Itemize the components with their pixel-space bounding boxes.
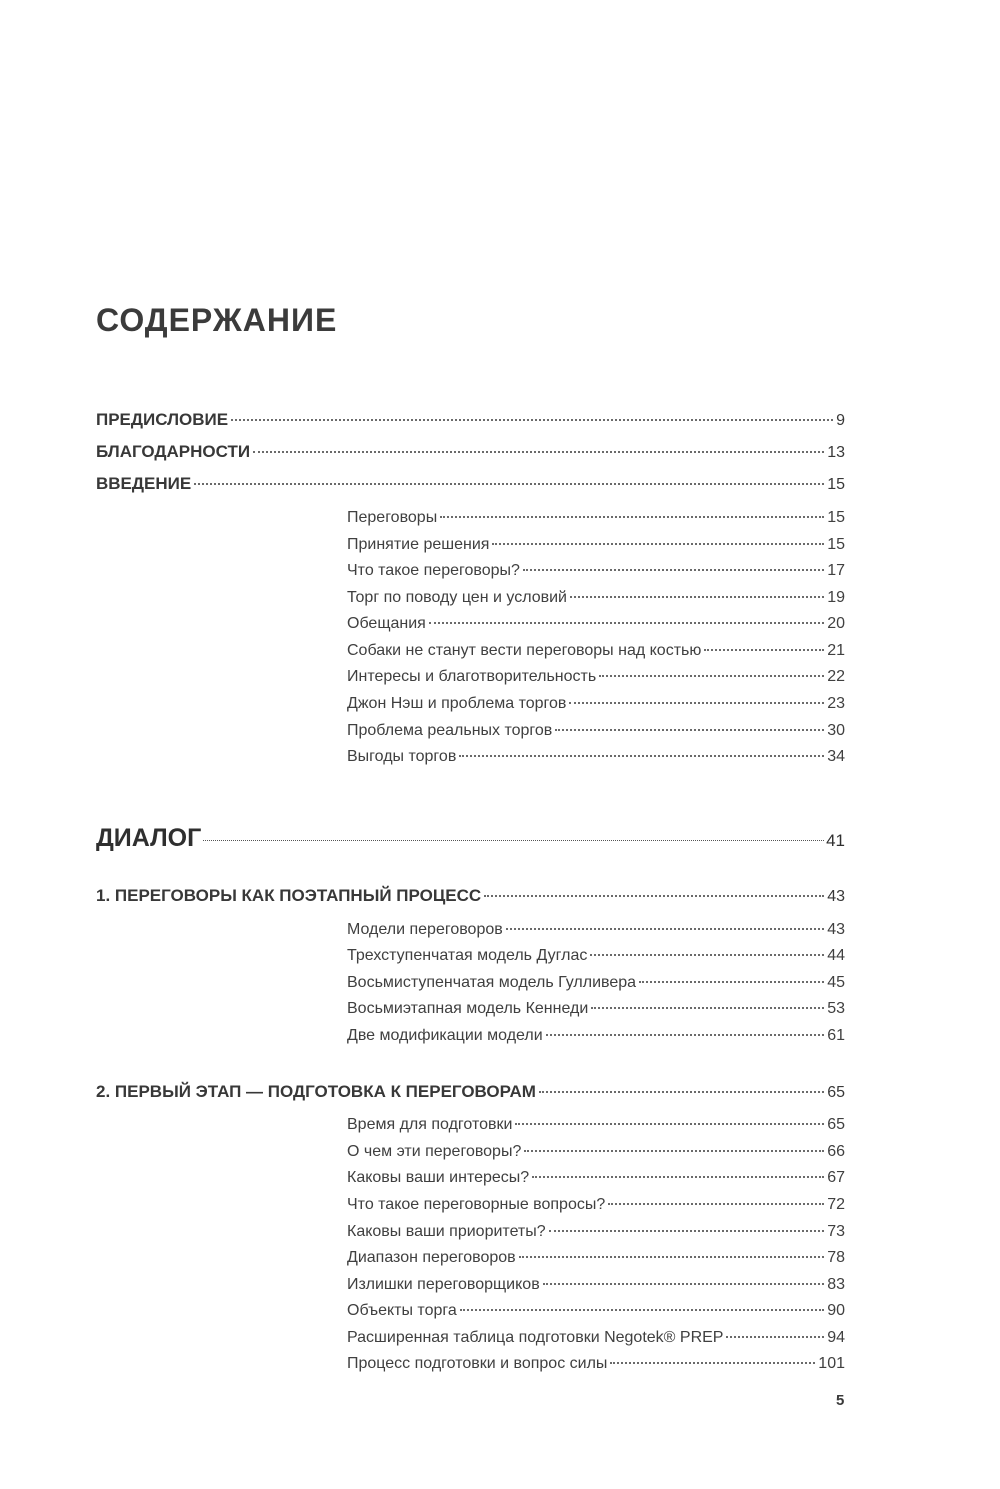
toc-subentry[interactable] [347, 612, 845, 636]
dot-leader [459, 755, 824, 757]
dot-leader [515, 1123, 824, 1125]
toc-subentry-page: 61 [827, 1027, 845, 1044]
toc-subentry[interactable] [347, 559, 845, 583]
toc-subentry[interactable] [347, 719, 845, 743]
toc-subentry-page: 17 [827, 562, 845, 579]
dot-leader [599, 675, 824, 677]
toc-subentry-label: Выгоды торгов [347, 748, 457, 765]
toc-entry-label: ВВЕДЕНИЕ [96, 474, 192, 493]
toc-subentry-label: Принятие решения [347, 536, 490, 553]
toc-subentry-page: 94 [827, 1329, 845, 1346]
toc-subentry[interactable] [347, 997, 845, 1021]
toc-subentry-page: 65 [827, 1116, 845, 1133]
toc-subentry-label: Интересы и благотворительность [347, 668, 597, 685]
toc-chapter-label: 2. ПЕРВЫЙ ЭТАП — ПОДГОТОВКА К ПЕРЕГОВОРАМ [96, 1082, 536, 1101]
toc-subentry-page: 15 [827, 509, 845, 526]
toc-subentry[interactable] [347, 918, 845, 942]
toc-subentry-label: Излишки переговорщиков [347, 1276, 540, 1293]
toc-subentry[interactable] [347, 586, 845, 610]
dot-leader [523, 569, 824, 571]
dot-leader [549, 1230, 825, 1232]
dot-leader [484, 895, 824, 897]
toc-subentry-page: 22 [827, 668, 845, 685]
dot-leader [492, 543, 824, 545]
toc-subentry-page: 21 [827, 642, 845, 659]
toc-subentry-label: Переговоры [347, 509, 438, 526]
dot-leader [440, 516, 824, 518]
toc-subentry-label: Что такое переговорные вопросы? [347, 1196, 606, 1213]
toc-subentry[interactable] [347, 665, 845, 689]
toc-subentry[interactable] [347, 944, 845, 968]
toc-entry-page: 15 [827, 476, 845, 493]
toc-subentry-label: Объекты торга [347, 1302, 457, 1319]
toc-entry-introduction[interactable] [96, 472, 845, 496]
toc-subentry[interactable] [347, 1220, 845, 1244]
dot-leader [460, 1309, 824, 1311]
toc-subentry-label: Процесс подготовки и вопрос силы [347, 1355, 608, 1372]
toc-subentry-page: 45 [827, 974, 845, 991]
toc-subentry-label: Расширенная таблица подготовки Negotek® PREP [347, 1329, 724, 1346]
dot-leader [610, 1362, 815, 1364]
toc-subentry[interactable] [347, 1246, 845, 1270]
toc-subentry-label: Торг по поводу цен и условий [347, 589, 567, 606]
toc-subentry[interactable] [347, 692, 845, 716]
dot-leader [231, 419, 833, 421]
toc-subentry-page: 78 [827, 1249, 845, 1266]
toc-chapter-page: 65 [827, 1084, 845, 1101]
toc-subentry[interactable] [347, 1193, 845, 1217]
dot-leader [524, 1150, 824, 1152]
dot-leader [726, 1336, 824, 1338]
toc-entry-page: 9 [836, 412, 845, 429]
toc-entry-preface[interactable] [96, 408, 845, 432]
dot-leader [543, 1283, 825, 1285]
dot-leader [569, 702, 824, 704]
dot-leader [570, 596, 824, 598]
toc-subentry[interactable] [347, 745, 845, 769]
toc-subentry[interactable] [347, 1352, 845, 1376]
toc-subentry-label: Джон Нэш и проблема торгов [347, 695, 567, 712]
toc-subentry[interactable] [347, 639, 845, 663]
page-number: 5 [836, 1392, 845, 1409]
toc-part-dialog[interactable] [96, 822, 845, 854]
dot-leader [539, 1091, 824, 1093]
toc-subentry-page: 53 [827, 1000, 845, 1017]
toc-part-page: 41 [826, 831, 845, 850]
toc-chapter-1[interactable] [96, 884, 845, 908]
toc-subentry[interactable] [347, 971, 845, 995]
toc-subentry[interactable] [347, 1024, 845, 1048]
toc-subentry-label: Время для подготовки [347, 1116, 513, 1133]
toc-subentry[interactable] [347, 1140, 845, 1164]
toc-subentry-page: 23 [827, 695, 845, 712]
toc-chapter-page: 43 [827, 888, 845, 905]
toc-subentry-label: Восьмиэтапная модель Кеннеди [347, 1000, 589, 1017]
page-title: СОДЕРЖАНИЕ [96, 302, 338, 338]
toc-subentry-label: Что такое переговоры? [347, 562, 520, 579]
toc-subentry-page: 43 [827, 921, 845, 938]
toc-subentry-label: Проблема реальных торгов [347, 722, 553, 739]
toc-subentry[interactable] [347, 1299, 845, 1323]
toc-subentry-label: Восьмиступенчатая модель Гулливера [347, 974, 637, 991]
dot-leader [203, 840, 824, 841]
toc-part-label: ДИАЛОГ [96, 824, 202, 852]
toc-subentry[interactable] [347, 1113, 845, 1137]
toc-subentry-label: О чем эти переговоры? [347, 1143, 522, 1160]
dot-leader [555, 729, 824, 731]
toc-entry-acknowledgements[interactable] [96, 440, 845, 464]
dot-leader [253, 451, 824, 453]
toc-subentry[interactable] [347, 1326, 845, 1350]
toc-subentry-label: Обещания [347, 615, 426, 632]
toc-subentry-label: Собаки не станут вести переговоры над костью [347, 642, 702, 659]
toc-subentry-page: 15 [827, 536, 845, 553]
toc-subentry-page: 30 [827, 722, 845, 739]
toc-subentry-page: 34 [827, 748, 845, 765]
toc-subentry-page: 73 [827, 1223, 845, 1240]
toc-subentry-page: 90 [827, 1302, 845, 1319]
toc-entry-page: 13 [827, 444, 845, 461]
toc-subentry[interactable] [347, 506, 845, 530]
toc-subentry-page: 20 [827, 615, 845, 632]
toc-subentry-page: 83 [827, 1276, 845, 1293]
dot-leader [591, 1007, 824, 1009]
dot-leader [590, 954, 824, 956]
toc-subentry-label: Каковы ваши приоритеты? [347, 1223, 546, 1240]
toc-entry-label: БЛАГОДАРНОСТИ [96, 442, 251, 461]
toc-subentry-label: Диапазон переговоров [347, 1249, 516, 1266]
dot-leader [546, 1034, 825, 1036]
dot-leader [519, 1256, 825, 1258]
dot-leader [608, 1203, 824, 1205]
toc-subentry-page: 44 [827, 947, 845, 964]
toc-subentry-page: 67 [827, 1169, 845, 1186]
dot-leader [639, 981, 824, 983]
toc-subentry-page: 72 [827, 1196, 845, 1213]
toc-subentry-label: Модели переговоров [347, 921, 503, 938]
toc-subentry-label: Трехступенчатая модель Дуглас [347, 947, 588, 964]
toc-subentry-page: 19 [827, 589, 845, 606]
toc-chapter-label: 1. ПЕРЕГОВОРЫ КАК ПОЭТАПНЫЙ ПРОЦЕСС [96, 886, 482, 905]
dot-leader [704, 649, 824, 651]
dot-leader [532, 1176, 824, 1178]
toc-subentry-label: Две модификации модели [347, 1027, 543, 1044]
toc-subentry-page: 66 [827, 1143, 845, 1160]
toc-subentry-page: 101 [818, 1355, 845, 1372]
toc-subentry[interactable] [347, 1166, 845, 1190]
dot-leader [194, 483, 824, 485]
toc-subentry-label: Каковы ваши интересы? [347, 1169, 530, 1186]
toc-chapter-2[interactable] [96, 1080, 845, 1104]
dot-leader [506, 928, 824, 930]
toc-entry-label: ПРЕДИСЛОВИЕ [96, 410, 229, 429]
toc-subentry[interactable] [347, 1273, 845, 1297]
toc-subentry[interactable] [347, 533, 845, 557]
dot-leader [429, 622, 824, 624]
